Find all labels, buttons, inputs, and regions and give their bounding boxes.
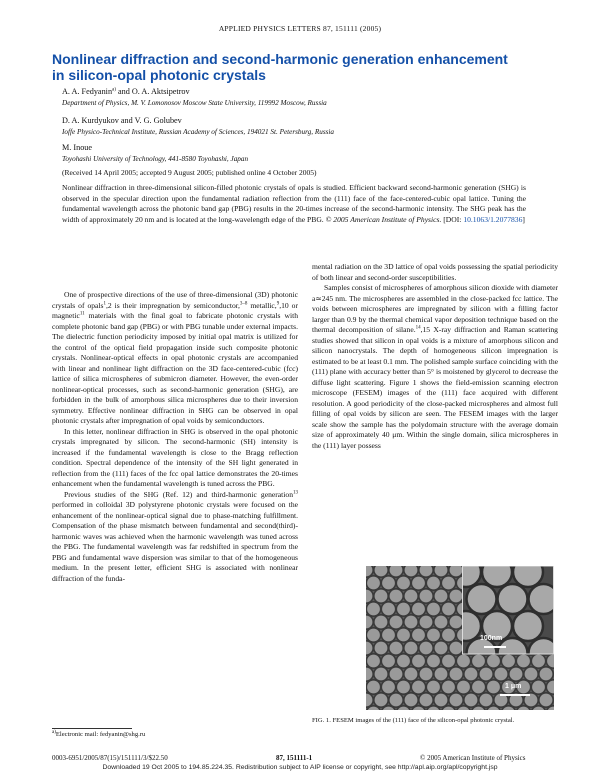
title-line-2: in silicon-opal photonic crystals — [52, 66, 266, 83]
author-line-3: M. Inoue — [62, 143, 93, 152]
abstract-text: Nonlinear diffraction in three-dimensional silicon-filled photonic crystals of opals is studied. Efficient backward second-harmonic generation (SHG) is observed in the specular direction upon the fundamental radiation reflection from the (111) face of the face-centered-cubic opal lattice. Tuning the fundamental wavelength across the photonic band gap (PBG) results in the 20-times increase of the second-harmonic intensity. The SHG peak has the width of approximately 20 nm and is located at the long-wavelength edge of the PBG. — [62, 183, 526, 224]
issn-line: 0003-6951/2005/87(15)/151111/3/$22.50 — [52, 754, 168, 762]
fesem-image — [366, 566, 554, 710]
right-column-paragraph: mental radiation on the 3D lattice of opal voids possessing the spatial periodicity of both linear and second-order susceptibilities. — [312, 262, 558, 282]
affiliation-1: Department of Physics, M. V. Lomonosov Moscow State University, 119992 Moscow, Russia — [62, 99, 327, 107]
left-column — [52, 290, 298, 584]
page-number: 87, 151111-1 — [276, 754, 313, 762]
abstract: Nonlinear diffraction in three-dimensional silicon-filled photonic crystals of opals is studied. Efficient backward second-harmonic generation (SHG) is observed in the specular direction upon the fundamental radiation reflection from the (111) face of the face-centered-cubic opal lattice. Tuning the fundamental wavelength across the photonic band gap (PBG) results in the 20-times increase of the second-harmonic intensity. The SHG peak has the width of approximately 20 nm and is located at the long-wavelength edge of the PBG. © 2005 American Institute of Physics. [DOI: 10.1063/1.2077836] — [62, 183, 526, 224]
affiliation-2: Ioffe Physico-Technical Institute, Russian Academy of Sciences, 194021 St. Petersburg, Russia — [62, 128, 335, 136]
right-column-paragraph: Samples consist of microspheres of amorphous silicon dioxide with diameter a≃245 nm. The microspheres are assembled in the close-packed fcc lattice. The voids between microspheres are impregnated by silicon with a filling factor larger than 0.9 by the thermal chemical vapor deposition technique based on the thermal decomposition of silane.$^{14}$,15 X-ray diffraction and Raman scattering studies showed that silicon in opal voids is a mixture of amorphous silicon and silicon nanocrystals. The depth of homogeneous silicon impregnation is estimated to be at least 0.1 mm. The polished sample surface coinciding with the (111) plane with accuracy better than 5° is moistened by glycerol to decrease the diffuse light scattering. Figure 1 shows the field-emission scanning electron microscope (FESEM) images of the (111) face acquired with different resolution. A good periodicity of the close-packed microspheres and almost full filling of opal voids by silicon are seen. The FESEM images with the larger scale show the sample has the polydomain structure with the average domain size of approximately 40 μm. Within the single domain, silica microspheres in the (111) layer possess — [312, 283, 558, 450]
scale-label-inset: 100nm — [480, 635, 503, 642]
affiliation-3: Toyohashi University of Technology, 441-8580 Toyohashi, Japan — [62, 155, 249, 163]
left-column-paragraph: In this letter, nonlinear diffraction in SHG is observed in the opal photonic crystals impregnated by silicon. The second-harmonic (SH) intensity is increased if the fundamental wavelength is close to the Bragg reflection condition. Spectral dependence of the intensity of the SH light generated in reflection from the (111) faces of the fcc opal lattice demonstrates the 20-times enhancement when the fundamental wavelength is tuned across the PBG. — [52, 426, 298, 488]
right-column — [312, 262, 558, 451]
scale-bar-inset — [484, 646, 506, 648]
author-line-2: D. A. Kurdyukov and V. G. Golubev — [62, 116, 182, 125]
scale-label-main: 1 μm — [505, 683, 522, 690]
fesem-figure — [366, 566, 554, 710]
title-line-1: Nonlinear diffraction and second-harmonic generation enhancement — [52, 51, 508, 67]
doi-link[interactable]: 10.1063/1.2077836 — [463, 214, 523, 224]
figure-caption: FIG. 1. FESEM images of the (111) face of the silicon-opal photonic crystal. — [312, 717, 515, 724]
download-notice: Downloaded 19 Oct 2005 to 194.85.224.35. Redistribution subject to AIP license or copyright, see http://apl.aip.org/apl/copyright.jsp — [102, 764, 498, 771]
scale-bar-main — [500, 694, 530, 696]
received-dates: (Received 14 April 2005; accepted 9 August 2005; published online 4 October 2005) — [62, 168, 317, 177]
footnote: $^{a)}$Electronic mail: fedyanin@shg.ru — [52, 729, 146, 738]
journal-header: APPLIED PHYSICS LETTERS 87, 151111 (2005) — [218, 24, 382, 33]
left-column-paragraph: One of prospective directions of the use of three-dimensional (3D) photonic crystals of opals$^1$,2 is their impregnation by semiconductor,$^{3-8}$ metallic,$^9$,10 or magnetic$^{11}$ materials with the final goal to fabricate photonic crystals with complete photonic band gap (PBG) or with PBG tunable under external impacts. The dielectric function periodicity imposed by initial opal matrix is utilized for the control of the optical field propagation inside such composite photonic crystals. Nonlinear-optical effects in opal photonic crystals are accompanied with linear and nonlinear light diffraction on the 3D face-centered-cubic (fcc) lattice of silica microspheres of submicron diameter. However, the even-order nonlinear-optical processes, such as second-harmonic generation (SHG), are forbidden in the bulk of amorphous silica microspheres due to their inversion symmetry. Effective nonlinear diffraction in SHG can be observed in opal photonic crystals after impregnation of opal voids by semiconductors. — [52, 290, 298, 425]
paper-title — [52, 52, 552, 83]
author-line-1: A. A. Fedyanin$^{a)}$ and O. A. Aktsipetrov — [62, 87, 190, 96]
abstract-copyright: © 2005 American Institute of Physics. — [325, 214, 442, 224]
footnote-rule — [52, 728, 132, 729]
left-column-paragraph: Previous studies of the SHG (Ref. 12) and third-harmonic generation$^{13}$ performed in colloidal 3D polystyrene photonic crystals were focused on the enhancement of the nonlinear-optical signal due to phase-matching fulfillment. Compensation of the phase mismatch between fundamental and second(third)-harmonic waves was achieved when the harmonic wavelength was tuned across the PBG. The fundamental wavelength was far redshifted in spectrum from the PBG and fundamental wave dispersion was similar to that of the homogeneous medium. In the present letter, efficient SHG is associated with nonlinear diffraction of the funda- — [52, 489, 298, 583]
publisher-copyright: © 2005 American Institute of Physics — [420, 754, 526, 762]
